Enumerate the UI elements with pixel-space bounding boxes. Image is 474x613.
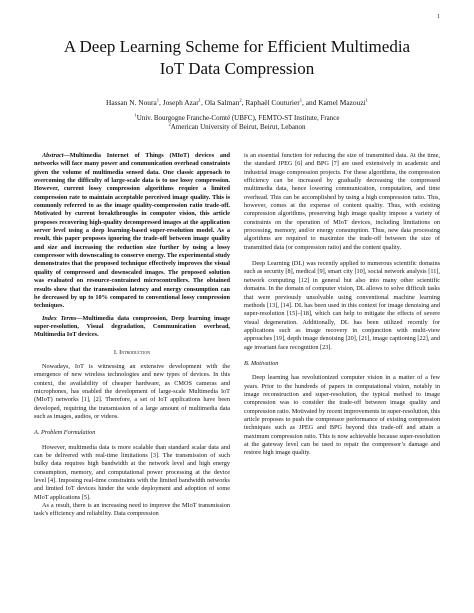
- problem-paragraph-1: However, multimedia data is more scalable than standard scalar data and can be delivered with real-time limitations [3]. The transmission of such bulky data requires high bandwidth at the network level and high energy consumption, memory, and computational power processing at the device level [4]. Imposing real-time constraints with the limited bandwidth networks and limited IoT devices hinder the wide deployment and adoption of some MIoT applications [5].: [34, 443, 230, 501]
- problem-paragraph-2: As a result, there is an increasing need to improve the MIoT transmission task’s efficiency and reliability. Data compression: [34, 502, 230, 518]
- index-terms-label: Index Terms: [42, 314, 77, 322]
- page-number: 1: [437, 14, 440, 20]
- author: Hassan N. Noura$^1$: [106, 97, 160, 107]
- affiliations: [0, 114, 474, 132]
- index-terms: [34, 315, 230, 340]
- author: Kamel Mazouzi$^1$: [318, 97, 368, 107]
- subsection-heading-problem: A. Problem Formulation: [34, 429, 96, 437]
- paper-title: [0, 36, 474, 80]
- author-list: Hassan N. Noura$^1$, Joseph Azar$^1$, Ola Salman$^2$, Raphaël Couturier$^1$, and Kamel Mazouzi$^1$: [106, 97, 368, 107]
- section-heading-introduction: I. Introduction: [113, 348, 151, 356]
- affiliation-1: $^1$Univ. Bourgogne Franche-Comté (UBFC), FEMTO-ST Institute, France: [134, 112, 340, 122]
- abstract-text: —Multimedia Internet of Things (MIoT) devices and networks will face many power and communication overhead constraints given the volume of multimedia sensed data. One classic approach to overcoming the difficulty of large-scale data is to use lossy compression. However, current lossy compression algorithms require a limited compression rate to maintain acceptable perceived image quality. This is commonly referred to as the image quality-compression ratio trade-off. Motivated by current breakthroughs in computer vision, this article proposes recovering high-quality decompressed images at the application server level using a deep learning-based super-resolution model. As a result, this paper proposes ignoring the trade-off between image quality and size and increasing the reduction size further by using a lossy compressor with downscaling to conserve energy. The experimental study demonstrates that the proposed technique effectively improves the visual quality of compressed and downscaled images. The proposed solution was evaluated on resource-contrained microcontrollers. The obtained results show that the transmission latency and energy consumption can be decreased by up to 10% compared to conventional lossy compression techniques.: [34, 152, 230, 310]
- author: Ola Salman$^2$: [204, 97, 242, 107]
- intro-paragraph: Nowadays, IoT is witnessing an extensive development with the emergence of new wireless technologies and new types of devices. In this context, the availability of cheaper hardware, as CMOS cameras and microphones, has enabled the development of large-scale Multimedia IoT (MIoT) networks [1], [2]. Therefore, a set of IoT applications have been developed, requiring the transmission of a large amount of multimedia data such as images, audios, or videos.: [34, 362, 230, 420]
- right-column: [244, 152, 440, 458]
- right-paragraph-2: Deep Learning (DL) was recently applied to numerous scientific domains such as security [8], medical [9], smart city [10], social network analysis [11], network computing [12] in general but also into many other scientific domains. In the domain of computer vision, DL allows to solve difficult tasks that were previously unsolvable using conventional machine learning methods [13], [14]. DL has been used in this context for image denoising and super-resolution [15]–[18], which can help to mitigate the effects of severe visual degeneration. Additionally, DL has been utilized recently for applications such as image recovery in conjunction with multi-view approaches [19], depth image denoising [20], [21], image captioning [22], and age invariant face recognition [23].: [244, 260, 440, 351]
- abstract: [34, 152, 230, 311]
- affiliation-2: $^2$American University of Beirut, Beirut, Lebanon: [168, 121, 306, 131]
- author: Joseph Azar$^1$: [162, 97, 201, 107]
- author: Raphaël Couturier$^1$: [245, 97, 303, 107]
- subsection-heading-motivation: B. Motivation: [244, 359, 279, 367]
- title-line-2: IoT Data Compression: [159, 59, 315, 78]
- right-paragraph-1: is an essential function for reducing the size of transmitted data. At the time, the standard JPEG [6] and BPG [7] are used extensively in academic and industrial image compression projects. For these algorithms, the compression efficiency can be increased by gradually decreasing the compressed multimedia data, hence lowering communication, computation, and time overhead. This can be accomplished by using a high compression ratio. This, however, comes at the expense of content quality. Thus, with existing compression algorithms, preserving high image quality impose a variety of constraints on the operation of MIoT devices, including limitations on processing, memory, and/or energy consumption. Thus, new data processing algorithms are required to maximize the trade-off between the size of transmitted data (or compression ratio) and the content quality.: [244, 152, 440, 251]
- title-line-1: A Deep Learning Scheme for Efficient Multimedia: [63, 37, 411, 56]
- index-terms-text: —Multimedia data compression, Deep learning image super-resolution, Visual degradation, Communication overhead, Multimedia IoT devices.: [34, 314, 230, 339]
- motivation-paragraph: Deep learning has revolutionized computer vision in a matter of a few years. Prior to the hundreds of papers in computational vision, notably in image reconstruction and super-resolution, the typical method to image compression was to consider the trade-off between image quality and compression ratio. Motivated by recent improvements in super-resolution, this article proposes to push the compressor performance of existing compression techniques such as JPEG and BPG beyond this trade-off and attain a maximum compression ratio. This is now achievable because super-resolution at the gateway level can be used to repair the compressor’s damage and restore high image quality.: [244, 374, 441, 457]
- abstract-label: Abstract: [42, 152, 64, 159]
- left-column: [34, 152, 230, 519]
